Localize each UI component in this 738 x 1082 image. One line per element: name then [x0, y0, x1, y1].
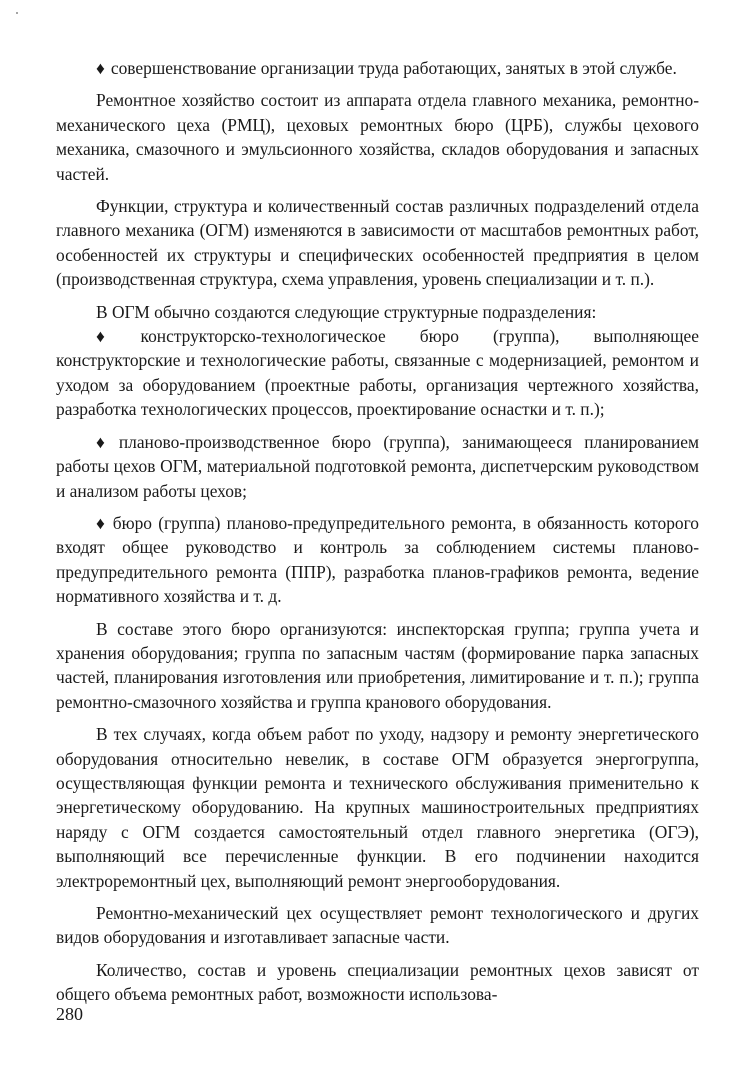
paragraph-text: бюро (группа) планово-предупредительного ремонта, в обязанность которого входят общее руководство и контроль за соблюдением системы планово-предупредительного ремонта (ППР), разработка планов-графиков ремонта, ведение нормативного хозяйства и т. д. [56, 512, 699, 607]
paragraph-repair-shops: Количество, состав и уровень специализации ремонтных цехов зависят от общего объема ремонтных работ, возможности использова- [56, 959, 699, 1005]
diamond-bullet-icon: ♦ [96, 431, 113, 452]
paragraph-ogm-units: В ОГМ обычно создаются следующие структурные подразделения: [96, 301, 597, 322]
paragraph-bullet-design-bureau [56, 324, 699, 422]
paragraph-text: совершенствование организации труда работающих, занятых в этой службе. [110, 58, 677, 78]
paragraph-functions: Функции, структура и количественный состав различных подразделений отдела главного механика (ОГМ) изменяются в зависимости от масштабов ремонтных работ, особенностей их структуры и специфических особенностей предприятия в целом (производственная структура, схема управления, уровень специализации и т. п.). [56, 196, 699, 290]
paragraph-bullet-planning-bureau [56, 430, 699, 503]
paragraph-repair-economy: Ремонтное хозяйство состоит из аппарата отдела главного механика, ремонтно-механического цеха (РМЦ), цеховых ремонтных бюро (ЦРБ), службы цехового механика, смазочного и эмульсионного хозяйства, складов оборудования и запасных частей. [56, 90, 699, 184]
scan-speck [16, 12, 18, 14]
diamond-bullet-icon: ♦ [96, 512, 107, 533]
page-body [56, 56, 699, 1007]
diamond-bullet-icon: ♦ [96, 326, 135, 347]
paragraph-bureau-groups: В составе этого бюро организуются: инспекторская группа; группа учета и хранения оборудования; группа по запасным частям (формирование парка запасных частей, планирования изготовления или приобретения, лимитирование и т. п.); группа ремонтно-смазочного хозяйства и группа кранового оборудования. [56, 618, 699, 712]
paragraph-bullet-improvement [56, 56, 699, 80]
diamond-bullet-icon: ♦ [96, 58, 105, 78]
paragraph-text: планово-производственное бюро (группа), занимающееся планированием работы цехов ОГМ, материальной подготовкой ремонта, диспетчерским руководством и анализом работы цехов; [56, 431, 699, 501]
page-number: 280 [56, 1004, 83, 1024]
paragraph-energy-group: В тех случаях, когда объем работ по уходу, надзору и ремонту энергетического оборудования относительно невелик, в составе ОГМ образуется энергогруппа, осуществляющая функции ремонта и технического обслуживания применительно к энергетическому оборудованию. На крупных машиностроительных предприятиях наряду с ОГМ создается самостоятельный отдел главного энергетика (ОГЭ), выполняющий все перечисленные функции. В его подчинении находится электроремонтный цех, выполняющий ремонт энергооборудования. [56, 724, 699, 891]
paragraph-text: конструкторско-технологическое бюро (группа), выполняющее конструкторские и технологические работы, связанные с модернизацией, ремонтом и уходом за оборудованием (проектные работы, организация чертежного хозяйства, разработка технологических процессов, проектирование оснастки и т. п.); [56, 326, 699, 420]
paragraph-bullet-ppr-bureau [56, 511, 699, 609]
paragraph-rmc: Ремонтно-механический цех осуществляет ремонт технологического и других видов оборудования и изготавливает запасные части. [56, 903, 699, 948]
